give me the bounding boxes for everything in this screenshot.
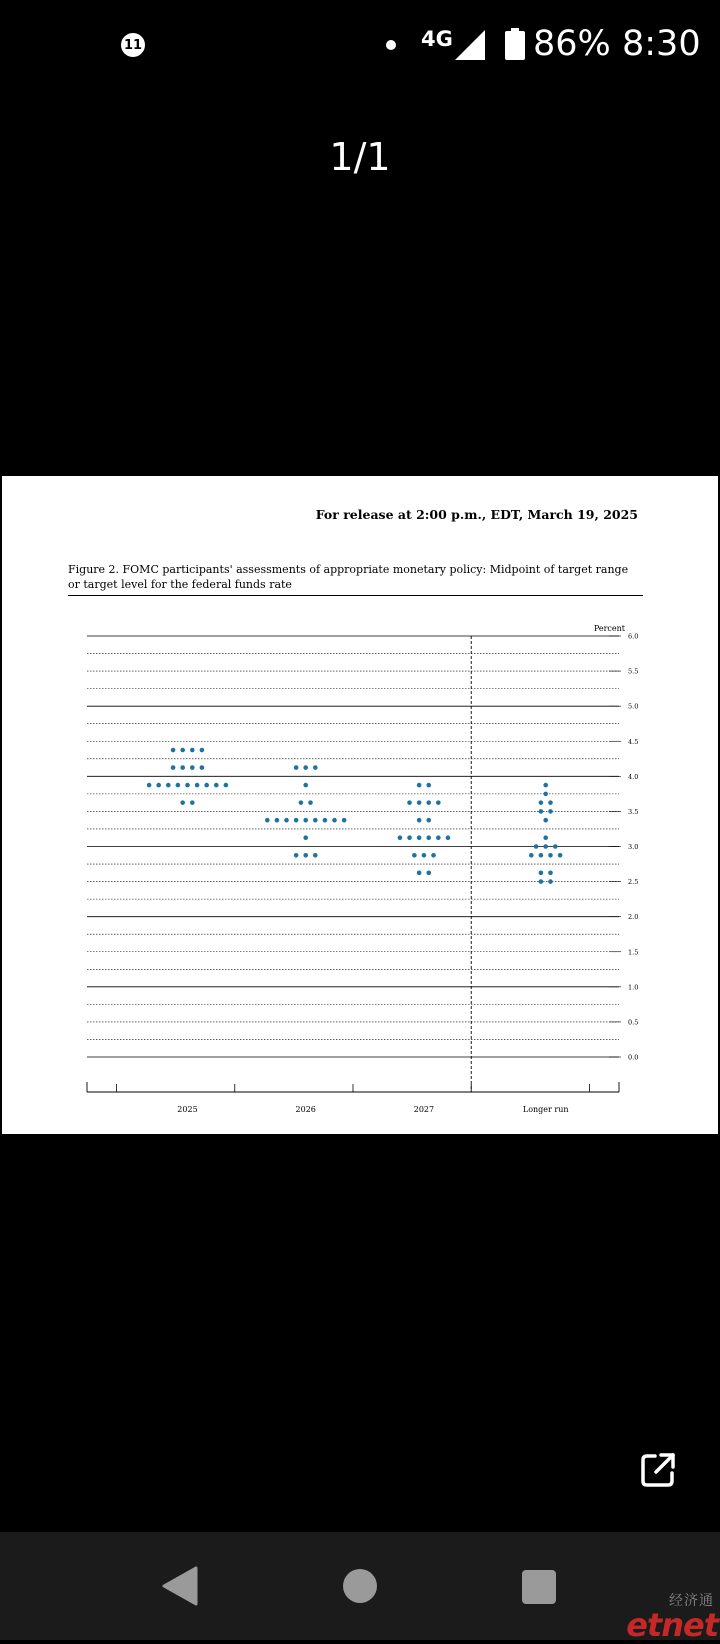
- projection-dot: [426, 871, 431, 876]
- projection-dot: [436, 800, 441, 805]
- document-page[interactable]: [2, 476, 718, 1134]
- projection-dot: [214, 783, 219, 788]
- projection-dot: [548, 879, 553, 884]
- projection-dot: [426, 800, 431, 805]
- projection-dot: [190, 765, 195, 770]
- projection-dot: [180, 765, 185, 770]
- projection-dot: [332, 818, 337, 823]
- projection-dot: [417, 818, 422, 823]
- projection-dot: [180, 800, 185, 805]
- projection-dot: [548, 800, 553, 805]
- projection-dot: [313, 818, 318, 823]
- projection-dot: [265, 818, 270, 823]
- projection-dot: [303, 818, 308, 823]
- projection-dot: [426, 835, 431, 840]
- projection-dot: [548, 853, 553, 858]
- projection-dot: [426, 783, 431, 788]
- projection-dot: [534, 844, 539, 849]
- y-tick-label: 3.5: [628, 807, 639, 816]
- projection-dot: [548, 871, 553, 876]
- projection-dot: [313, 853, 318, 858]
- projection-dot: [342, 818, 347, 823]
- projection-dot: [180, 748, 185, 753]
- battery-icon: [505, 28, 525, 60]
- projection-dot: [171, 748, 176, 753]
- projection-dot: [303, 783, 308, 788]
- projection-dot: [200, 748, 205, 753]
- projection-dot: [539, 853, 544, 858]
- watermark: [626, 1590, 718, 1644]
- projection-dot: [195, 783, 200, 788]
- projection-dot: [147, 783, 152, 788]
- y-axis-label: Percent: [593, 624, 625, 633]
- projection-dot: [539, 809, 544, 814]
- notification-count-badge: 11: [121, 33, 145, 57]
- projection-dot: [190, 800, 195, 805]
- projection-dot: [417, 871, 422, 876]
- y-tick-label: 0.0: [628, 1053, 639, 1062]
- projection-dot: [200, 765, 205, 770]
- projection-dot: [275, 818, 280, 823]
- projection-dot: [436, 835, 441, 840]
- projection-dot: [539, 879, 544, 884]
- projection-dot: [313, 765, 318, 770]
- projection-dot: [412, 853, 417, 858]
- x-tick-label: 2025: [177, 1105, 198, 1114]
- notification-dot-icon: [386, 40, 396, 50]
- projection-dot: [224, 783, 229, 788]
- y-tick-label: 1.0: [628, 983, 639, 992]
- y-tick-label: 2.0: [628, 913, 639, 922]
- y-tick-label: 4.0: [628, 772, 639, 781]
- projection-dot: [529, 853, 534, 858]
- y-tick-label: 4.5: [628, 737, 639, 746]
- projection-dot: [176, 783, 181, 788]
- projection-dot: [548, 809, 553, 814]
- projection-dot: [299, 800, 304, 805]
- watermark-logo: etnet: [626, 1606, 718, 1644]
- network-type-label: 4G: [421, 27, 453, 51]
- projection-dot: [185, 783, 190, 788]
- release-line: For release at 2:00 p.m., EDT, March 19, 2025: [315, 507, 638, 522]
- projection-dot: [417, 835, 422, 840]
- y-tick-label: 6.0: [628, 632, 639, 641]
- projection-dot: [398, 835, 403, 840]
- projection-dot: [204, 783, 209, 788]
- y-tick-label: 1.5: [628, 948, 639, 957]
- projection-dot: [303, 853, 308, 858]
- status-bar: [0, 0, 720, 95]
- y-tick-label: 2.5: [628, 878, 639, 887]
- page-counter: 1/1: [329, 135, 391, 179]
- projection-dot: [407, 800, 412, 805]
- share-external-icon[interactable]: [638, 1450, 678, 1490]
- projection-dot: [543, 835, 548, 840]
- back-triangle-icon[interactable]: [162, 1566, 198, 1606]
- projection-dot: [539, 800, 544, 805]
- projection-dot: [284, 818, 289, 823]
- recents-square-icon[interactable]: [522, 1570, 556, 1604]
- projection-dot: [294, 853, 299, 858]
- projection-dot: [190, 748, 195, 753]
- x-tick-label: Longer run: [522, 1105, 569, 1114]
- projection-dot: [166, 783, 171, 788]
- x-tick-label: 2027: [413, 1105, 435, 1114]
- projection-dot: [308, 800, 313, 805]
- projection-dot: [417, 783, 422, 788]
- battery-percent: 86%: [533, 24, 611, 64]
- projection-dot: [431, 853, 436, 858]
- projection-dot: [171, 765, 176, 770]
- home-circle-icon[interactable]: [343, 1569, 377, 1603]
- projection-dot: [543, 818, 548, 823]
- dot-plot-chart: [2, 476, 718, 1134]
- projection-dot: [417, 800, 422, 805]
- projection-dot: [422, 853, 427, 858]
- cell-signal-icon: [455, 30, 485, 60]
- clock: 8:30: [622, 24, 701, 64]
- projection-dot: [156, 783, 161, 788]
- projection-dot: [553, 844, 558, 849]
- y-tick-label: 3.0: [628, 843, 639, 851]
- navigation-bar: [0, 1532, 720, 1644]
- projection-dot: [294, 818, 299, 823]
- projection-dot: [558, 853, 563, 858]
- projection-dot: [407, 835, 412, 840]
- projection-dot: [303, 765, 308, 770]
- watermark-top-text: 经济通: [669, 1593, 714, 1609]
- projection-dot: [294, 765, 299, 770]
- figure-caption: Figure 2. FOMC participants' assessments of appropriate monetary policy: Midpoint of target range or target level for the federal funds rate: [68, 563, 629, 591]
- projection-dot: [303, 835, 308, 840]
- y-tick-label: 0.5: [628, 1018, 639, 1027]
- projection-dot: [543, 792, 548, 797]
- projection-dot: [426, 818, 431, 823]
- projection-dot: [543, 783, 548, 788]
- y-tick-label: 5.0: [628, 702, 639, 711]
- projection-dot: [323, 818, 328, 823]
- projection-dot: [543, 844, 548, 849]
- projection-dot: [446, 835, 451, 840]
- y-tick-label: 5.5: [628, 667, 639, 676]
- projection-dot: [539, 871, 544, 876]
- x-tick-label: 2026: [295, 1105, 316, 1114]
